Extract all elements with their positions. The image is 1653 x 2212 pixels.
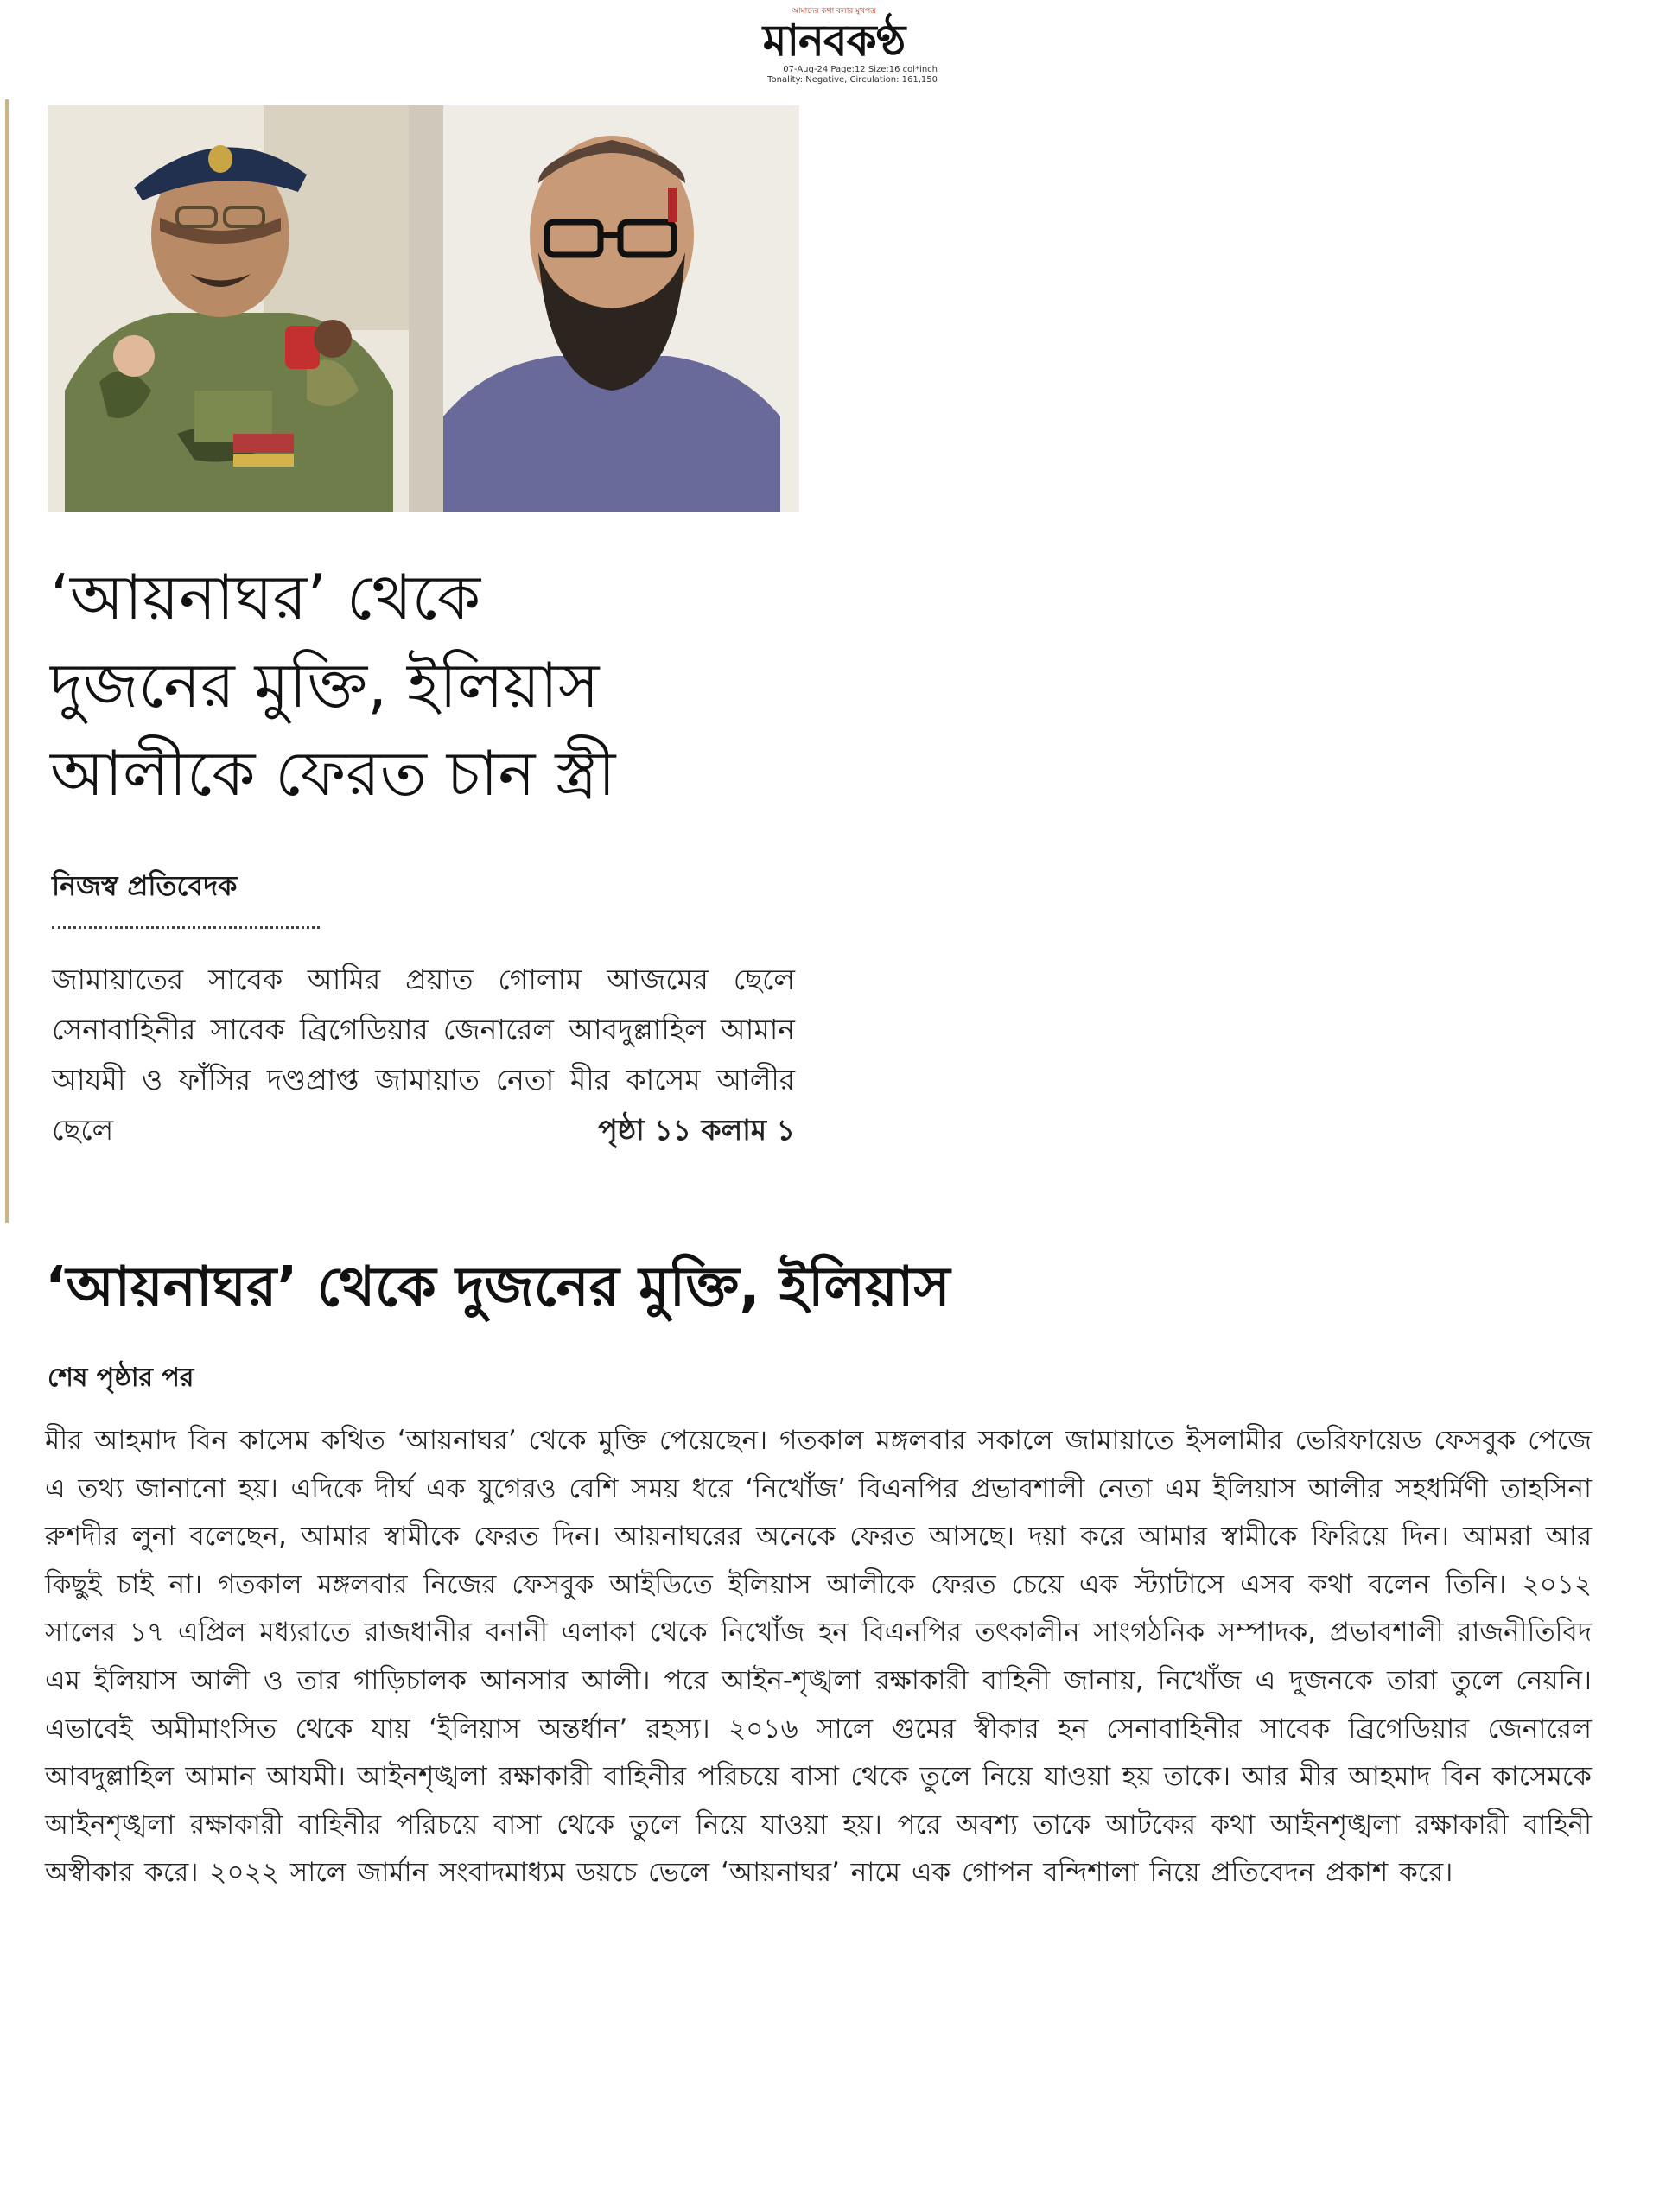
teaser-paragraph xyxy=(52,955,795,1155)
headline-line-2: দুজনের মুক্তি, ইলিয়াস xyxy=(50,649,600,721)
column-rule xyxy=(5,99,9,1223)
headline-line-1: ‘আয়নাঘর’ থেকে xyxy=(50,561,481,633)
byline: নিজস্ব প্রতিবেদক xyxy=(52,869,238,902)
continued-from-label: শেষ পৃষ্ঠার পর xyxy=(48,1363,194,1393)
continuation-headline: ‘আয়নাঘর’ থেকে দুজনের মুক্তি, ইলিয়াস xyxy=(45,1255,950,1319)
headline-line-3: আলীকে ফেরত চান স্ত্রী xyxy=(50,737,616,810)
byline-divider xyxy=(52,926,320,929)
article-body: মীর আহমাদ বিন কাসেম কথিত ‘আয়নাঘর’ থেকে মুক্তি পেয়েছেন। গতকাল মঙ্গলবার সকালে জামায়াতে ইসলামীর ভেরিফায়েড ফেসবুক পেজে এ তথ্য জানানো হয়। এদিকে দীর্ঘ এক যুগেরও বেশি সময় ধরে ‘নিখোঁজ’ বিএনপির প্রভাবশালী নেতা এম ইলিয়াস আলীর সহধর্মিণী তাহসিনা রুশদীর লুনা বলেছেন, আমার স্বামীকে ফেরত দিন। আয়নাঘরের অনেকে ফেরত আসছে। দয়া করে আমার স্বামীকে ফিরিয়ে দিন। আমরা আর কিছুই চাই না। গতকাল মঙ্গলবার নিজের ফেসবুক আইডিতে ইলিয়াস আলীকে ফেরত চেয়ে এক স্ট্যাটাসে এসব কথা বলেন তিনি। ২০১২ সালের ১৭ এপ্রিল মধ্যরাতে রাজধানীর বনানী এলাকা থেকে নিখোঁজ হন বিএনপির তৎকালীন সাংগঠনিক সম্পাদক, প্রভাবশালী রাজনীতিবিদ এম ইলিয়াস আলী ও তার গাড়িচালক আনসার আলী। পরে আইন-শৃঙ্খলা রক্ষাকারী বাহিনী জানায়, নিখোঁজ এ দুজনকে তারা তুলে নেয়নি। এভাবেই অমীমাংসিত থেকে যায় ‘ইলিয়াস অন্তর্ধান’ রহস্য। ২০১৬ সালে গুমের স্বীকার হন সেনাবাহিনীর সাবেক ব্রিগেডিয়ার জেনারেল আবদুল্লাহিল আমান আযমী। আইনশৃঙ্খলা রক্ষাকারী বাহিনীর পরিচয়ে বাসা থেকে তুলে নিয়ে যাওয়া হয় তাকে। আর মীর আহমাদ বিন কাসেমকে আইনশৃঙ্খলা রক্ষাকারী বাহিনীর পরিচয়ে বাসা থেকে তুলে নিয়ে যাওয়া হয়। পরে অবশ্য তাকে আটকের কথা আইনশৃঙ্খলা রক্ষাকারী বাহিনী অস্বীকার করে। ২০২২ সালে জার্মান সংবাদমাধ্যম ডয়চে ভেলে ‘আয়নাঘর’ নামে এক গোপন বন্দিশালা নিয়ে প্রতিবেদন প্রকাশ করে। xyxy=(45,1425,1592,1889)
clipping-meta-line2: Tonality: Negative, Circulation: 161,150 xyxy=(767,75,938,85)
masthead xyxy=(730,7,938,86)
bearded-man-portrait-illustration xyxy=(409,105,799,512)
photo-bearded-man xyxy=(409,105,799,512)
newspaper-logo: মানবকণ্ঠ xyxy=(762,16,906,66)
photo-pair xyxy=(48,105,799,512)
teaser-text: জামায়াতের সাবেক আমির প্রয়াত গোলাম আজমের ছেলে সেনাবাহিনীর সাবেক ব্রিগেডিয়ার জেনারেল আবদুল্লাহিল আমান আযমী ও ফাঁসির দণ্ডপ্রাপ্ত জামায়াত নেতা মীর কাসেম আলীর ছেলে xyxy=(52,963,795,1147)
clipping-meta-line1: 07-Aug-24 Page:12 Size:16 col*inch xyxy=(783,65,938,74)
officer-portrait-illustration xyxy=(48,105,409,512)
jump-reference: পৃষ্ঠা ১১ কলাম ১ xyxy=(598,1113,795,1147)
masthead-tagline: আমাদের কথা বলার মুখপত্র xyxy=(792,7,876,16)
photo-officer-in-uniform xyxy=(48,105,409,512)
main-headline xyxy=(50,553,811,817)
